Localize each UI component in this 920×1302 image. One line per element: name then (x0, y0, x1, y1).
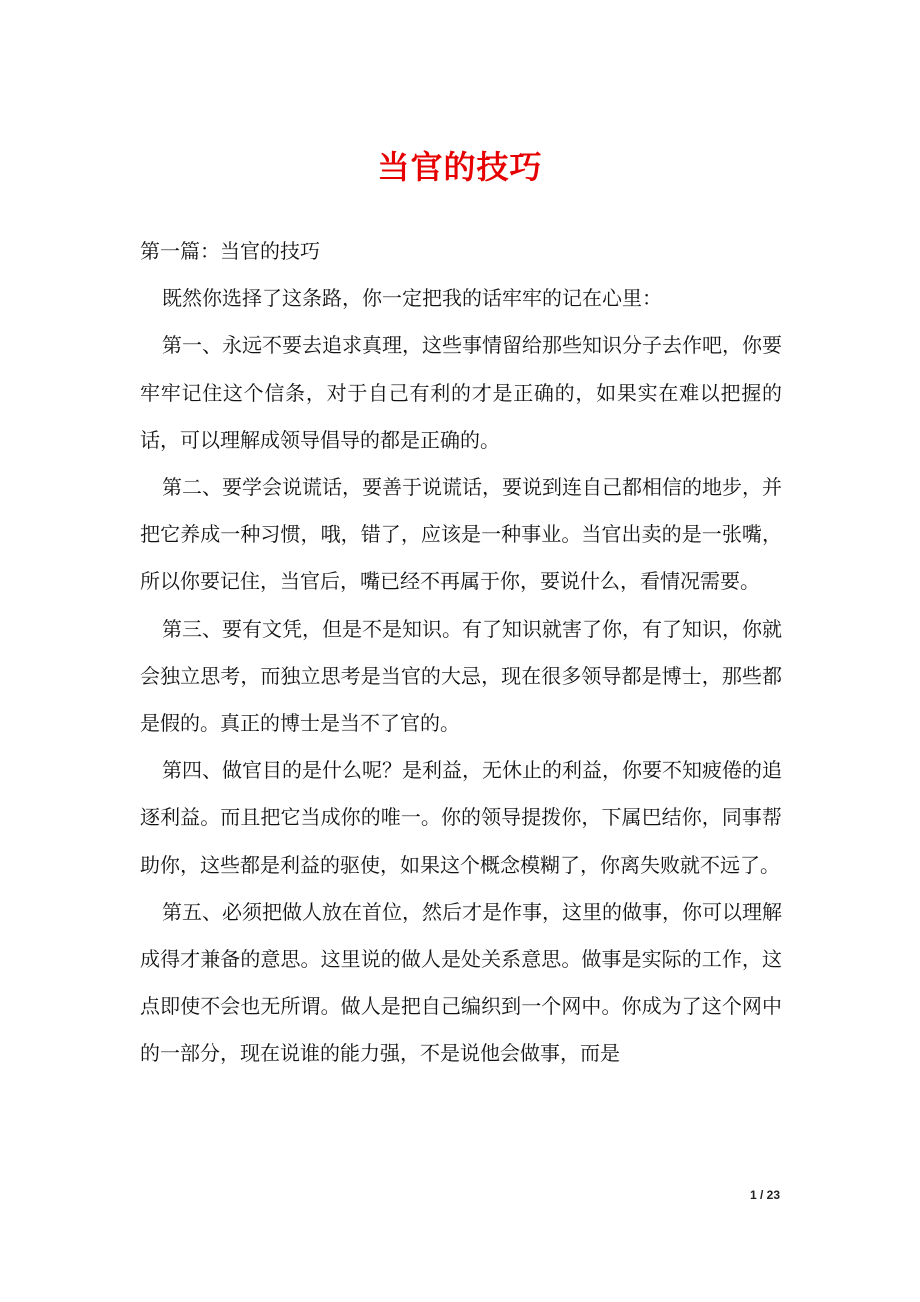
document-body (140, 228, 782, 1078)
section-heading: 第一篇：当官的技巧 (140, 239, 320, 263)
document-title: 当官的技巧 (377, 148, 543, 186)
page-number: 1 / 23 (749, 1188, 780, 1202)
paragraph-point-4: 第四、做官目的是什么呢？是利益，无休止的利益，你要不知疲倦的追逐利益。而且把它当成你的唯一。你的领导提拨你，下属巴结你，同事帮助你，这些都是利益的驱使，如果这个概念模糊了，你离失败就不远了。 (140, 758, 782, 877)
paragraph-intro: 既然你选择了这条路，你一定把我的话牢牢的记在心里： (162, 286, 662, 311)
paragraph-point-5: 第五、必须把做人放在首位，然后才是作事，这里的做事，你可以理解成得才兼备的意思。这里说的做人是处关系意思。做事是实际的工作，这点即使不会也无所谓。做人是把自己编织到一个网中。你成为了这个网中的一部分，现在说谁的能力强，不是说他会做事，而是 (140, 899, 782, 1066)
paragraph-point-3: 第三、要有文凭，但是不是知识。有了知识就害了你，有了知识，你就会独立思考，而独立思考是当官的大忌，现在很多领导都是博士，那些都是假的。真正的博士是当不了官的。 (140, 616, 782, 736)
paragraph-point-2: 第二、要学会说谎话，要善于说谎话，要说到连自己都相信的地步，并把它养成一种习惯，哦，错了，应该是一种事业。当官出卖的是一张嘴，所以你要记住，当官后，嘴已经不再属于你，要说什么，看情况需要。 (140, 475, 782, 594)
paragraph-point-1: 第一、永远不要去追求真理，这些事情留给那些知识分子去作吧，你要牢牢记住这个信条，对于自己有利的才是正确的，如果实在难以把握的话，可以理解成领导倡导的都是正确的。 (140, 333, 782, 452)
